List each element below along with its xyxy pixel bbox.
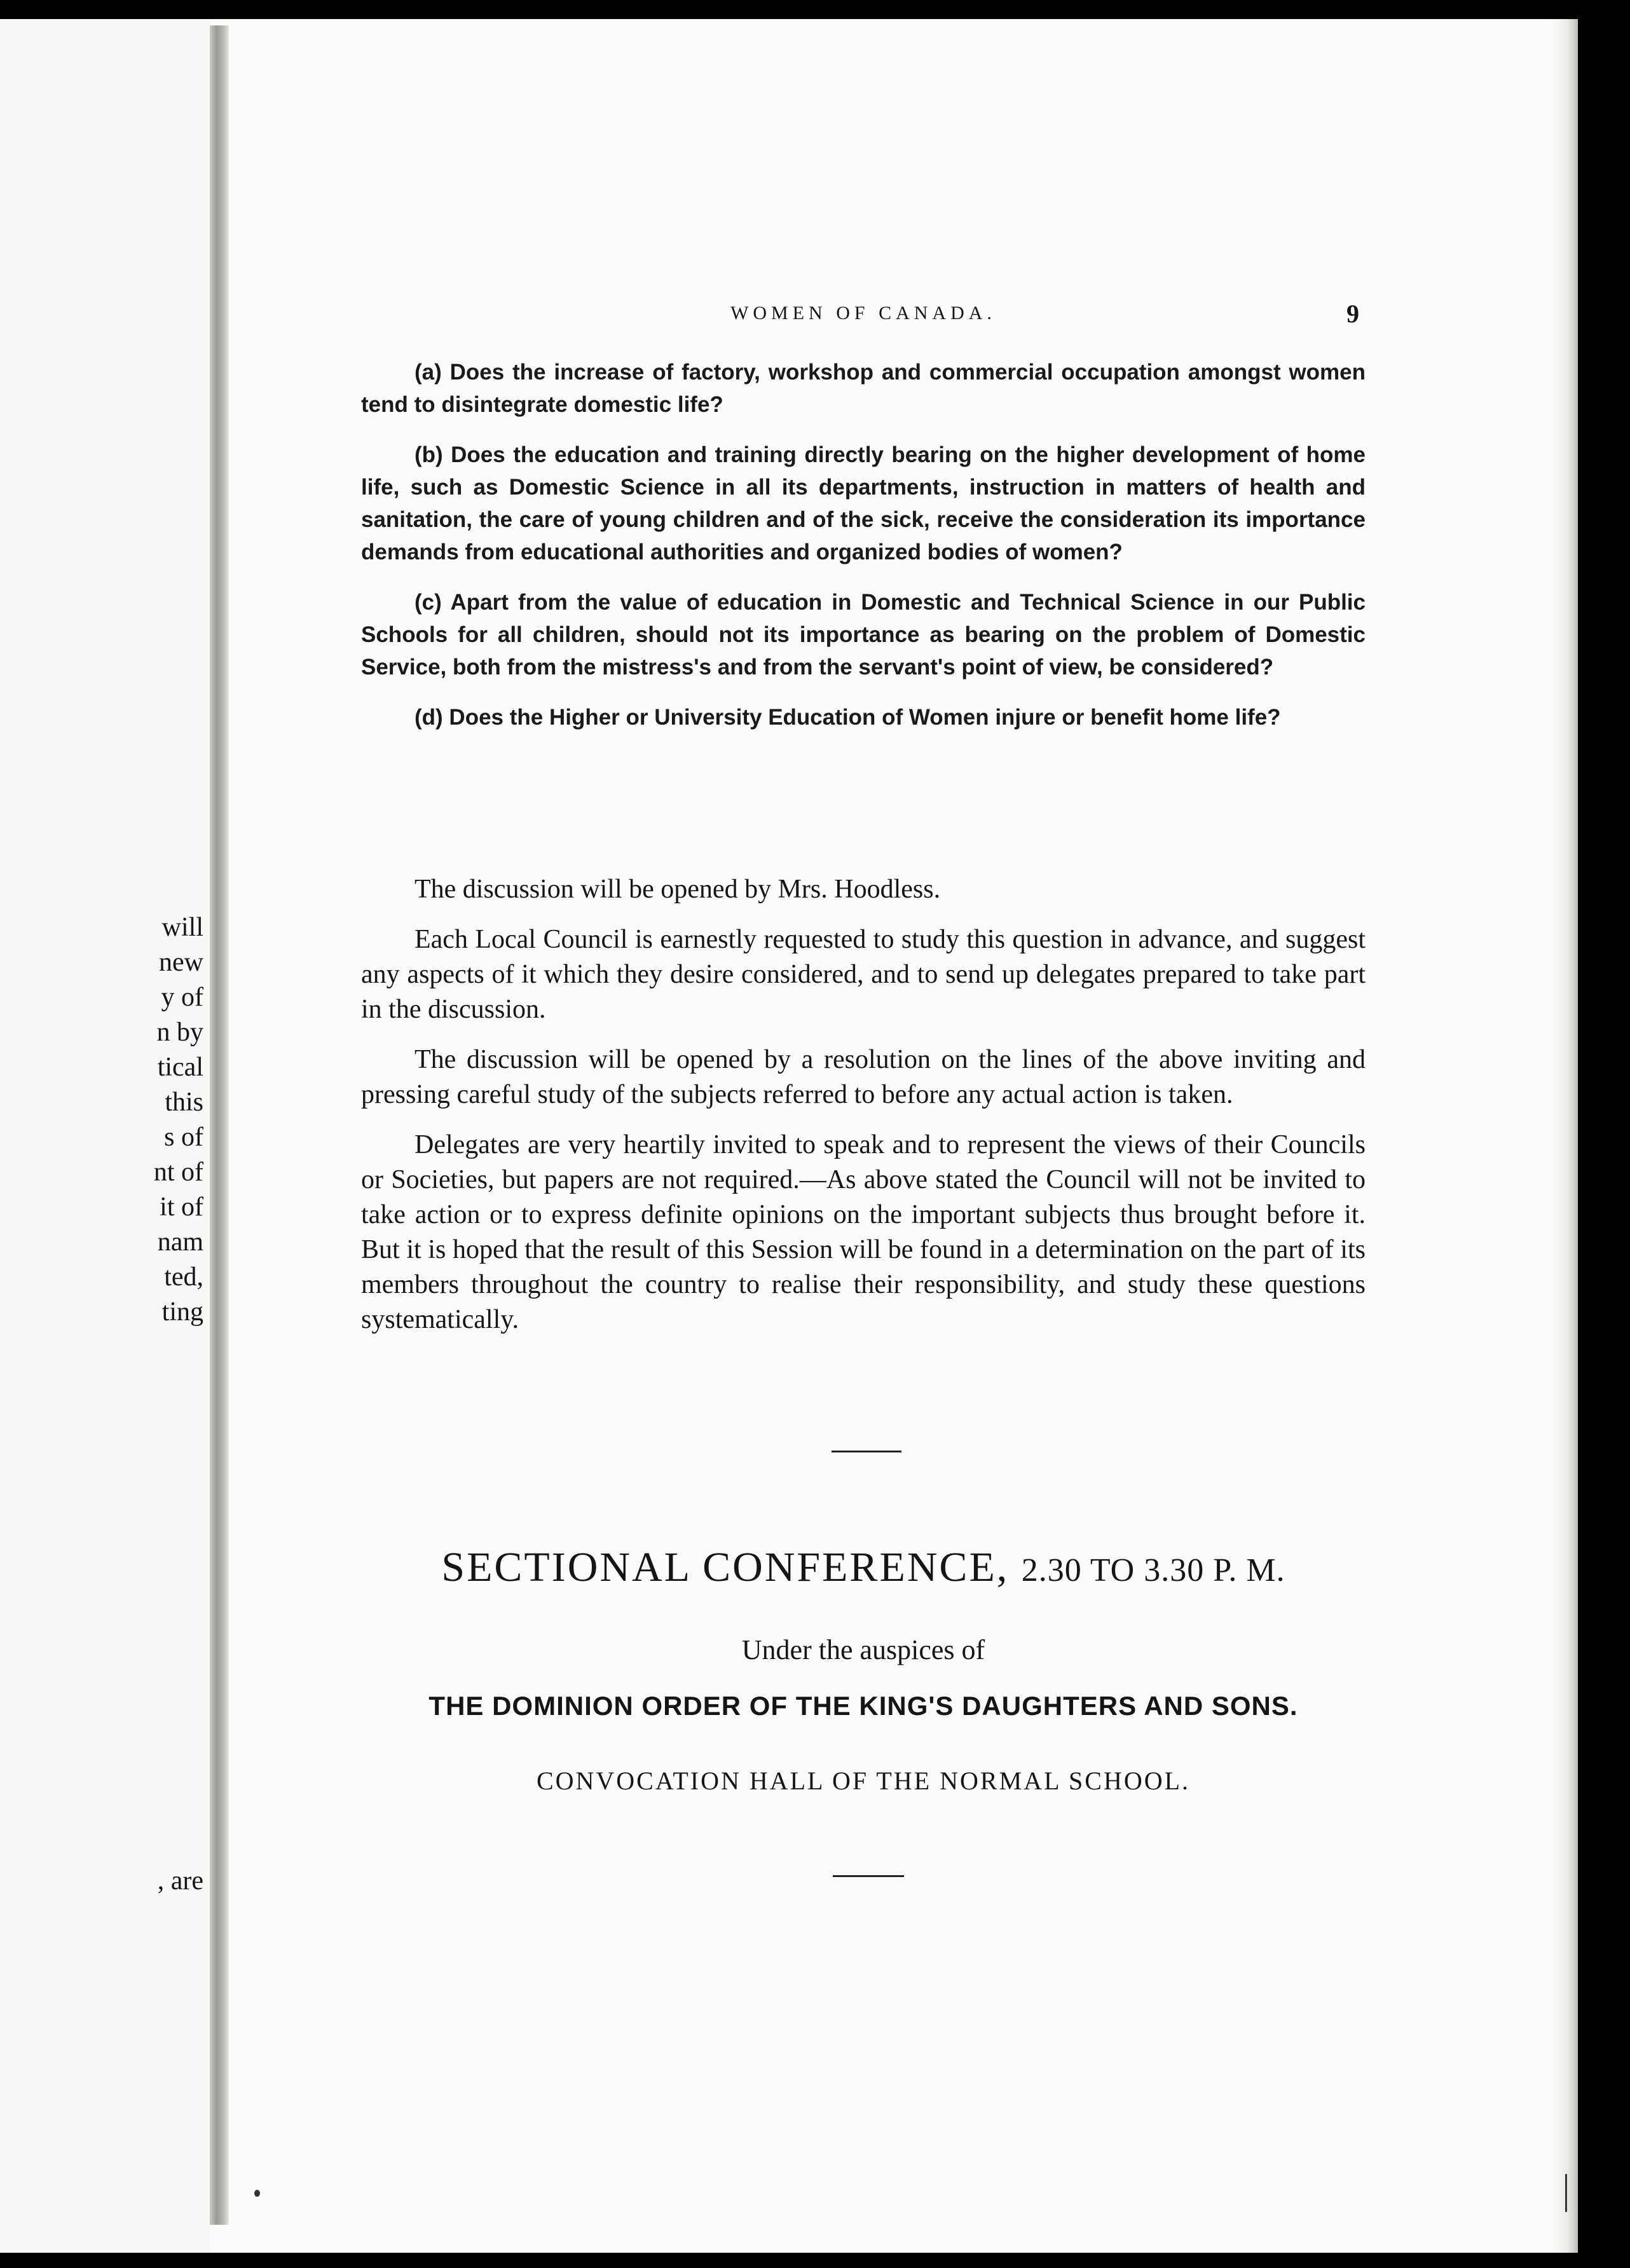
section-divider (832, 1451, 901, 1452)
fragment-line: ted, (164, 1262, 203, 1292)
edge-scratch (1565, 2174, 1567, 2212)
running-head (361, 299, 1366, 334)
fragment-line: this (165, 1088, 203, 1117)
facing-page-fragments (0, 910, 203, 1330)
conference-title: SECTIONAL CONFERENCE, (441, 1544, 1010, 1590)
page-number: 9 (1346, 299, 1359, 328)
organization-name: THE DOMINION ORDER OF THE KING'S DAUGHTERS AND SONS. (428, 1691, 1298, 1721)
question-list (361, 356, 1366, 734)
fragment-line: s of (164, 1123, 203, 1152)
ink-speck (254, 2190, 260, 2197)
fragment-line: nam (157, 1227, 203, 1257)
venue-line: CONVOCATION HALL OF THE NORMAL SCHOOL. (536, 1766, 1191, 1795)
fragment-line: ting (161, 1297, 203, 1327)
book-gutter (210, 25, 229, 2225)
paragraph-opener: The discussion will be opened by Mrs. Hoodless. (414, 875, 941, 904)
page-edge-shadow (1552, 19, 1578, 2253)
question-c: (c) Apart from the value of education in Domestic and Technical Science in our Public Schools for all children, should not its importance as bearing on the problem of Domestic Service, both from the mistress's and from the servant's point of view, be considered? (361, 590, 1366, 680)
fragment-line: n by (156, 1018, 203, 1047)
paragraph-delegates: Delegates are very heartily invited to speak and to represent the views of their Councils or Societies, but papers are not required.—As above stated the Council will not be invited to take action or to express definite opinions on the important subjects thus brought before it. But it is hoped that the result of this Session will be found in a determination on the part of its members throughout the country to realise their responsibility, and study these questions systematically. (361, 1130, 1366, 1334)
fragment-line: it of (160, 1192, 203, 1222)
fragment-line: nt of (153, 1158, 203, 1187)
fragment-line: y of (161, 983, 203, 1012)
fragment-line: tical (157, 1053, 203, 1082)
question-a: (a) Does the increase of factory, workshop and commercial occupation amongst women tend to disintegrate domestic life? (361, 360, 1366, 417)
closing-divider (833, 1875, 904, 1877)
fragment-line: new (159, 948, 203, 977)
auspices-line: Under the auspices of (741, 1634, 985, 1665)
running-title: WOMEN OF CANADA. (730, 303, 996, 324)
facing-page-fragment-bottom: , are (157, 1866, 203, 1896)
facing-page-edge (0, 19, 210, 2253)
question-d: (d) Does the Higher or University Education of Women injure or benefit home life? (414, 705, 1281, 730)
conference-time: 2.30 TO 3.30 P. M. (1021, 1552, 1285, 1588)
question-b: (b) Does the education and training directly bearing on the higher development of home life, such as Domestic Science in all its departments, instruction in matters of health and sanitation, the care of young children and of the sick, receive the consideration its importance demands from educational authorities and organized bodies of women? (361, 442, 1366, 564)
conference-heading (361, 1543, 1366, 1592)
fragment-line: will (161, 913, 203, 942)
discussion-notes (361, 872, 1366, 1337)
paragraph-resolution: The discussion will be opened by a resolution on the lines of the above inviting and pressing careful study of the subjects referred to before any actual action is taken. (361, 1045, 1366, 1109)
paragraph-local-council: Each Local Council is earnestly requested to study this question in advance, and suggest any aspects of it which they desire considered, and to send up delegates prepared to take part in the discussion. (361, 925, 1366, 1024)
scanned-page (0, 19, 1578, 2253)
